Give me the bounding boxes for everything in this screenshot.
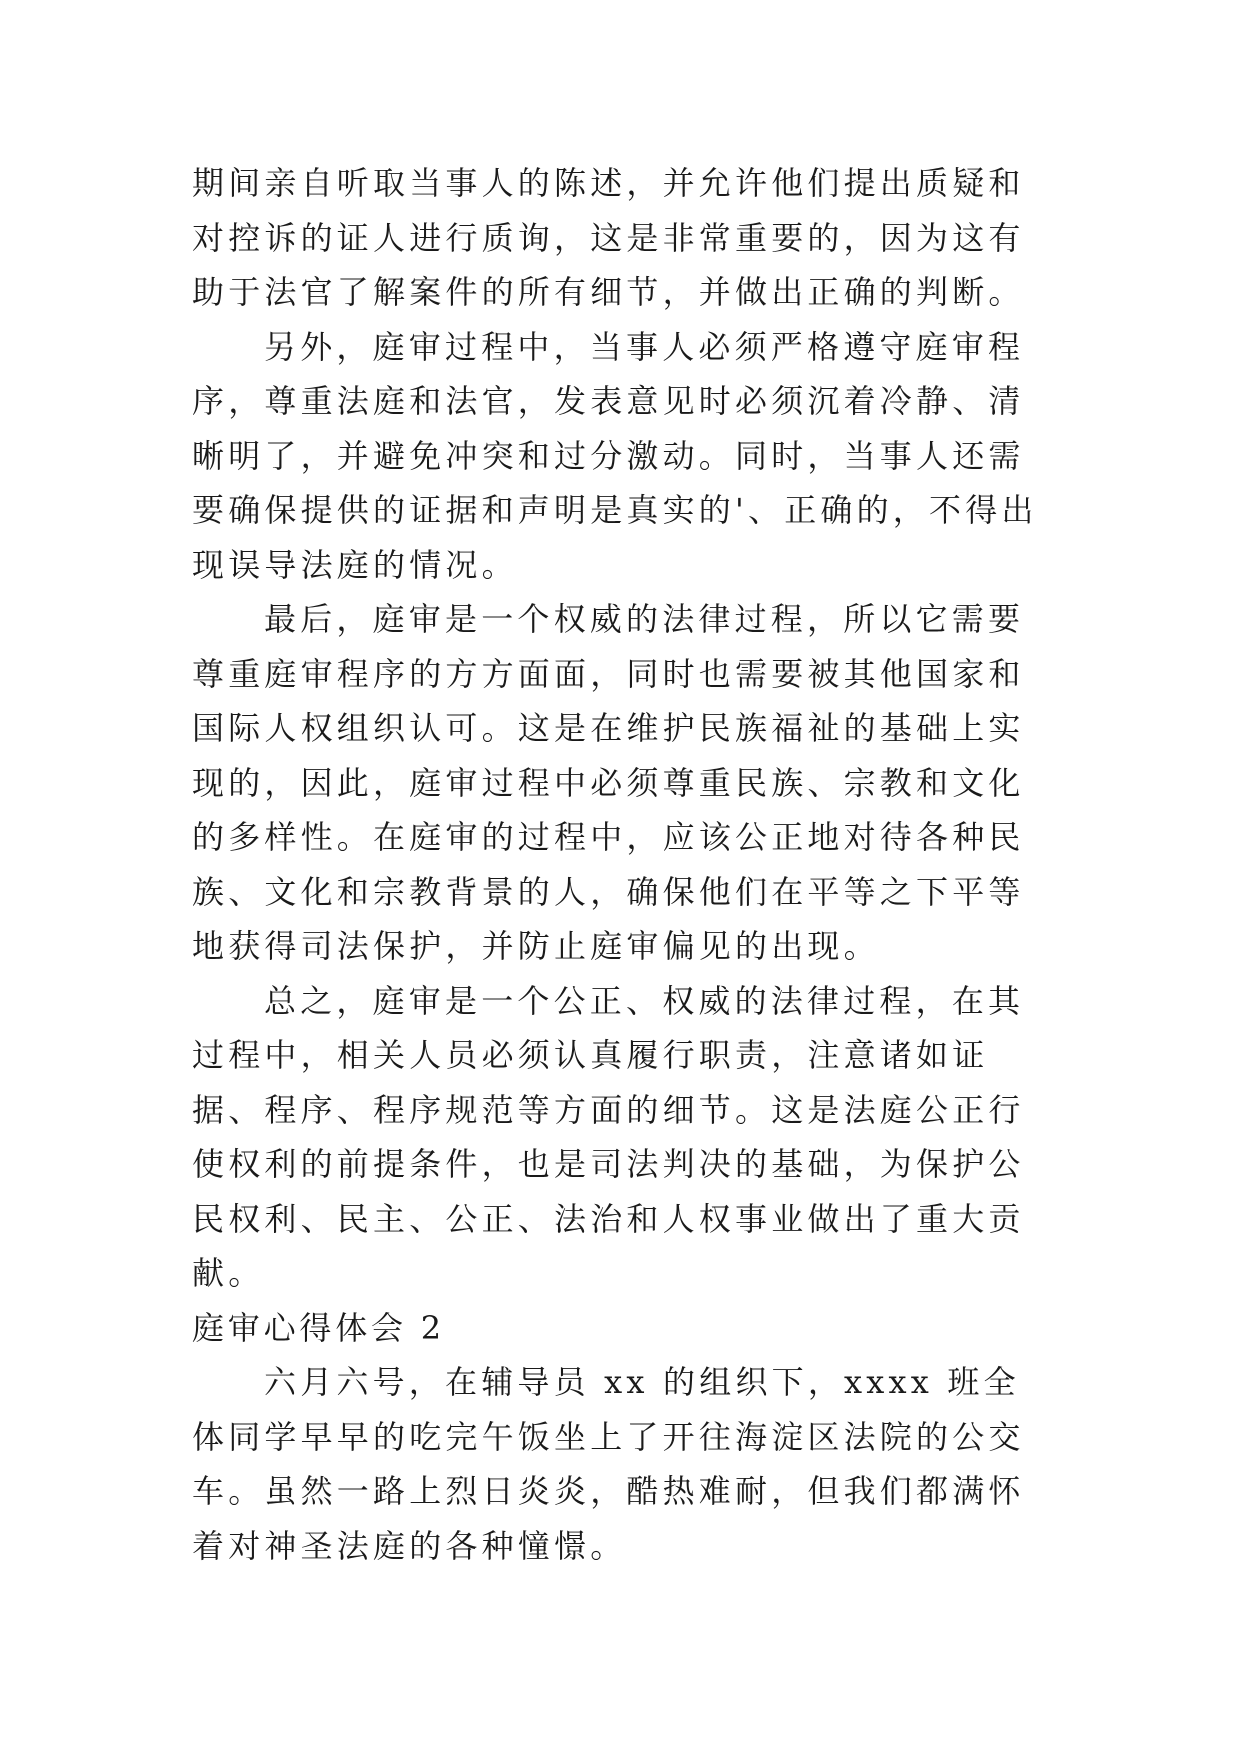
paragraph-section-intro: 六月六号，在辅导员 xx 的组织下，xxxx 班全体同学早早的吃完午饭坐上了开往海淀区法院的公交车。虽然一路上烈日炎炎，酷热难耐，但我们都满怀着对神圣法庭的各种憧憬。 xyxy=(192,1363,1025,1565)
paragraph-conclusion: 总之，庭审是一个公正、权威的法律过程，在其过程中，相关人员必须认真履行职责，注意诸如证据、程序、程序规范等方面的细节。这是法庭公正行使权利的前提条件，也是司法判决的基础，为保护公民权利、民主、公正、法治和人权事业做出了重大贡献。 xyxy=(192,981,1025,1292)
section-title: 庭审心得体会 2 xyxy=(192,1308,445,1347)
document-body xyxy=(192,156,1050,1573)
paragraph-procedure: 另外，庭审过程中，当事人必须严格遵守庭审程序，尊重法庭和法官，发表意见时必须沉着冷静、清晰明了，并避免冲突和过分激动。同时，当事人还需要确保提供的证据和声明是真实的'、正确的，不得出现误导法庭的情况。 xyxy=(192,327,1038,584)
paragraph-authority: 最后，庭审是一个权威的法律过程，所以它需要尊重庭审程序的方方面面，同时也需要被其他国家和国际人权组织认可。这是在维护民族福祉的基础上实现的，因此，庭审过程中必须尊重民族、宗教和文化的多样性。在庭审的过程中，应该公正地对待各种民族、文化和宗教背景的人，确保他们在平等之下平等地获得司法保护，并防止庭审偏见的出现。 xyxy=(192,600,1025,965)
paragraph-continued: 期间亲自听取当事人的陈述，并允许他们提出质疑和对控诉的证人进行质询，这是非常重要的，因为这有助于法官了解案件的所有细节，并做出正确的判断。 xyxy=(192,164,1025,311)
